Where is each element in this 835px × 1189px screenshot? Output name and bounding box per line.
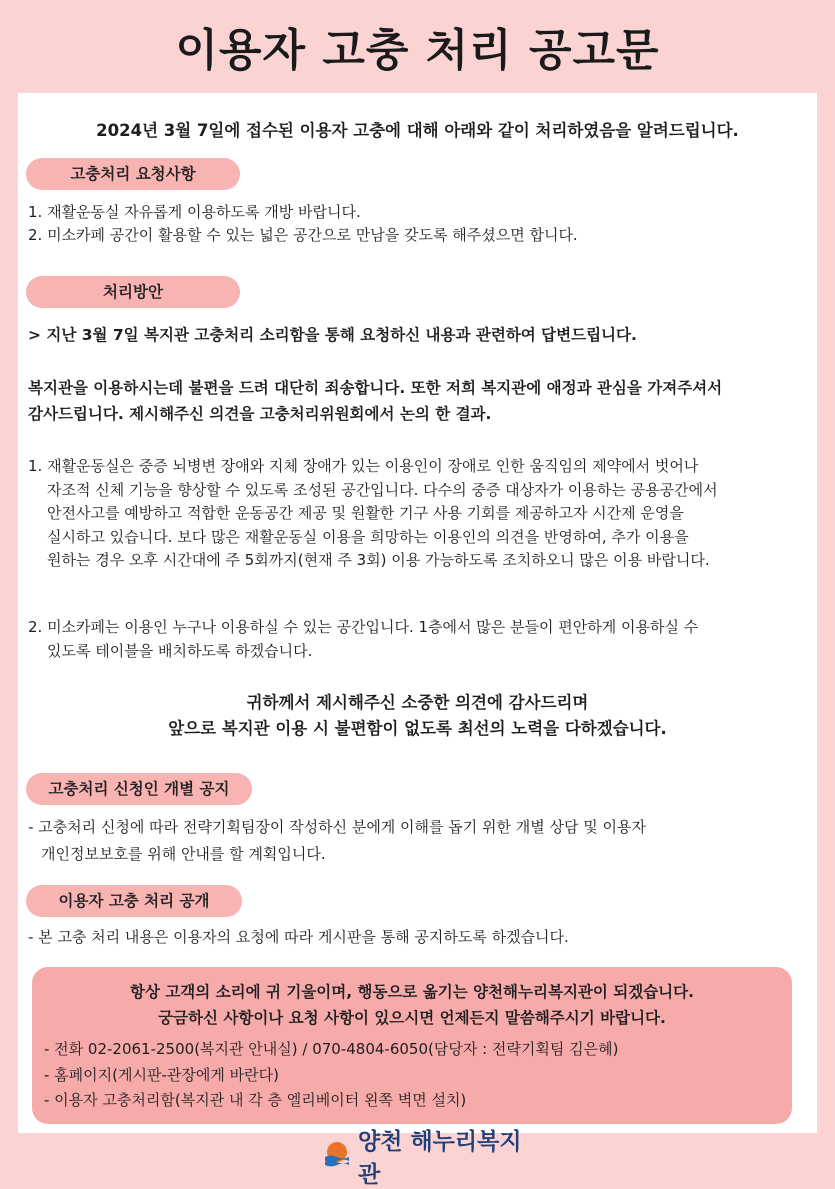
contact-phone: - 전화 02-2061-2500(복지관 안내실) / 070-4804-6050(담당자 : 전략기획팀 김은혜) [44,1040,619,1058]
apology-line: 감사드립니다. 제시해주신 의견을 고충처리위원회에서 논의 한 결과. [28,405,492,423]
apology-text [28,375,722,427]
closing-message [18,690,817,742]
disclosure-text: - 본 고충 처리 내용은 이용자의 요청에 따라 게시판을 통해 공지하도록 하겠습니다. [28,928,569,946]
apology-line: 복지관을 이용하시는데 불편을 드려 대단히 죄송합니다. 또한 저희 복지관에 애정과 관심을 가져주셔서 [28,379,723,397]
section-heading-request: 고충처리 요청사항 [26,158,240,190]
answer-line: 안전사고를 예방하고 적합한 운동공간 제공 및 원활한 기구 사용 기회를 제공하고자 시간제 운영을 [47,504,684,522]
answer-line: 자조적 신체 기능을 향상할 수 있도록 조성된 공간입니다. 다수의 중증 대상자가 이용하는 공용공간에서 [47,480,718,499]
contact-suggestion-box: - 이용자 고충처리함(복지관 내 각 층 엘리베이터 왼쪽 벽면 설치) [44,1091,467,1109]
section-heading-disclosure: 이용자 고충 처리 공개 [26,885,242,917]
page-title: 이용자 고충 처리 공고문 [175,25,660,76]
answer-line: 실시하고 있습니다. 보다 많은 재활운동실 이용을 희망하는 이용인의 의견을 반영하여, 추가 이용을 [47,527,689,546]
notice-line: - 고충처리 신청에 따라 전략기획팀장이 작성하신 분에게 이해를 돕기 위한 개별 상담 및 이용자 [28,818,647,836]
contact-heading-line: 궁금하신 사항이나 요청 사항이 있으시면 언제든지 말씀해주시기 바랍니다. [158,1009,666,1027]
org-logo [322,1128,522,1188]
contact-list [44,1037,792,1114]
list-item: 2. 미소카페 공간이 활용할 수 있는 넓은 공간으로 만남을 갖도록 해주셨으면 합니다. [28,226,578,244]
contact-heading [32,979,792,1031]
resolution-lead: > 지난 3월 7일 복지관 고충처리 소리함을 통해 요청하신 내용과 관련하여 답변드립니다. [28,326,637,344]
answer-line: 2. 미소카페는 이용인 누구나 이용하실 수 있는 공간입니다. 1층에서 많은 분들이 편안하게 이용하실 수 [28,618,699,636]
list-item: 1. 재활운동실 자유롭게 이용하도록 개방 바랍니다. [28,203,361,221]
closing-line: 앞으로 복지관 이용 시 불편함이 없도록 최선의 노력을 다하겠습니다. [168,719,667,738]
request-list [28,201,578,247]
notice-line: 개인정보보호를 위해 안내를 할 계획입니다. [41,845,326,863]
individual-notice-text [28,814,646,868]
answer-line: 1. 재활운동실은 중증 뇌병변 장애와 지체 장애가 있는 이용인이 장애로 인한 움직임의 제약에서 벗어나 [28,457,699,475]
answer-line: 있도록 테이블을 배치하도록 하겠습니다. [47,642,313,660]
section-heading-resolution: 처리방안 [26,276,240,308]
notice-panel [18,93,817,1133]
section-heading-individual-notice: 고충처리 신청인 개별 공지 [26,773,252,805]
contact-box [32,967,792,1124]
answer-1 [28,455,718,573]
answer-2 [28,615,698,663]
intro-text: 2024년 3월 7일에 접수된 이용자 고충에 대해 아래와 같이 처리하였음을 알려드립니다. [96,121,739,140]
contact-homepage: - 홈페이지(게시판-관장에게 바란다) [44,1065,279,1084]
org-logo-text: 양천 해누리복지관 [358,1128,522,1188]
contact-heading-line: 항상 고객의 소리에 귀 기울이며, 행동으로 옮기는 양천해누리복지관이 되겠습니다. [129,983,695,1001]
closing-line: 귀하께서 제시해주신 소중한 의견에 감사드리며 [246,693,589,712]
sun-over-waves-icon [322,1139,352,1173]
answer-line: 원하는 경우 오후 시간대에 주 5회까지(현재 주 3회) 이용 가능하도록 조치하오니 많은 이용 바랍니다. [47,551,710,569]
